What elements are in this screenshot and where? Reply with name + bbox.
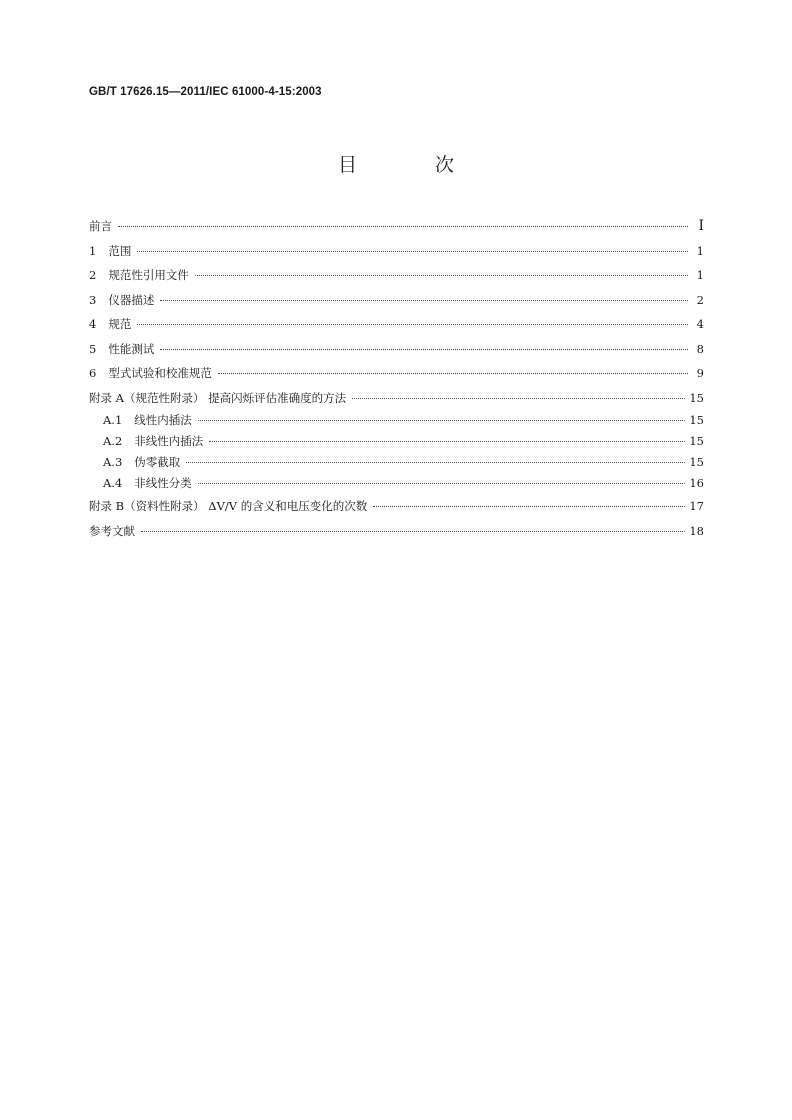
toc-entry-label: 伪零截取: [134, 455, 181, 469]
toc-entry-page: 15: [689, 455, 704, 469]
table-of-contents: [89, 214, 704, 543]
toc-entry-number: 1: [89, 243, 97, 258]
toc-entry-label: 非线性内插法: [134, 434, 204, 448]
toc-dot-leader: [160, 349, 688, 350]
toc-entry-performance-testing[interactable]: [89, 337, 704, 362]
toc-dot-leader: [198, 420, 686, 421]
toc-entry-label: 规范: [108, 317, 132, 331]
toc-entry-label: 附录 B（资料性附录） ΔV/V 的含义和电压变化的次数: [89, 499, 368, 513]
toc-subentry-a4[interactable]: [89, 473, 704, 494]
toc-entry-instrument-description[interactable]: [89, 288, 704, 313]
toc-dot-leader: [352, 398, 685, 399]
toc-entry-number: 2: [89, 268, 97, 282]
toc-entry-label: 范围: [108, 243, 132, 258]
toc-entry-label: 前言: [89, 219, 112, 233]
toc-entry-number: A.2: [103, 434, 123, 448]
toc-entry-page: 4: [696, 317, 704, 331]
toc-entry-label: 参考文献: [89, 523, 135, 538]
toc-entry-number: A.4: [103, 476, 123, 490]
toc-entry-page: Ⅰ: [698, 218, 704, 234]
toc-dot-leader: [137, 251, 688, 252]
toc-entry-bibliography[interactable]: [89, 519, 704, 544]
toc-entry-page: 1: [696, 243, 704, 258]
toc-entry-label: 线性内插法: [134, 413, 192, 427]
toc-entry-label: 附录 A（规范性附录） 提高闪烁评估准确度的方法: [89, 390, 347, 405]
toc-entry-label: 非线性分类: [134, 476, 192, 490]
toc-entry-specification[interactable]: [89, 312, 704, 337]
toc-subentry-a2[interactable]: [89, 431, 704, 452]
toc-entry-number: A.1: [103, 413, 123, 427]
toc-dot-leader: [198, 483, 686, 484]
document-standard-number: GB/T 17626.15—2011/IEC 61000-4-15:2003: [89, 86, 322, 98]
toc-entry-page: 16: [689, 476, 704, 490]
toc-dot-leader: [137, 324, 688, 325]
toc-subentry-a3[interactable]: [89, 452, 704, 473]
toc-entry-type-test-calibration[interactable]: [89, 361, 704, 386]
toc-entry-page: 18: [689, 523, 704, 538]
toc-entry-page: 17: [689, 499, 704, 513]
toc-entry-label: 型式试验和校准规范: [108, 366, 212, 380]
toc-entry-page: 1: [696, 268, 704, 282]
toc-entry-page: 15: [689, 413, 704, 427]
toc-dot-leader: [373, 506, 685, 507]
toc-dot-leader: [195, 275, 688, 276]
toc-entry-appendix-b[interactable]: [89, 494, 704, 519]
toc-subentry-a1[interactable]: [89, 410, 704, 431]
toc-entry-label: 仪器描述: [108, 292, 155, 307]
toc-entry-number: A.3: [103, 455, 123, 469]
toc-entry-page: 2: [696, 292, 704, 307]
toc-dot-leader: [209, 441, 685, 442]
toc-entry-number: 4: [89, 317, 97, 331]
toc-entry-label: 性能测试: [108, 341, 155, 356]
toc-entry-scope[interactable]: [89, 239, 704, 264]
toc-entry-foreword[interactable]: [89, 214, 704, 239]
toc-dot-leader: [218, 373, 688, 374]
toc-entry-page: 15: [689, 390, 704, 405]
toc-entry-number: 3: [89, 292, 97, 307]
toc-dot-leader: [141, 531, 685, 532]
toc-entry-page: 8: [696, 341, 704, 356]
page-title: 目 次: [337, 154, 491, 176]
toc-entry-number: 5: [89, 341, 97, 356]
toc-entry-label: 规范性引用文件: [108, 268, 189, 282]
toc-entry-appendix-a[interactable]: [89, 386, 704, 411]
toc-entry-page: 9: [696, 366, 704, 380]
toc-dot-leader: [186, 462, 685, 463]
toc-dot-leader: [160, 300, 688, 301]
toc-dot-leader: [118, 226, 688, 227]
toc-entry-normative-references[interactable]: [89, 263, 704, 288]
toc-entry-page: 15: [689, 434, 704, 448]
toc-entry-number: 6: [89, 366, 97, 380]
